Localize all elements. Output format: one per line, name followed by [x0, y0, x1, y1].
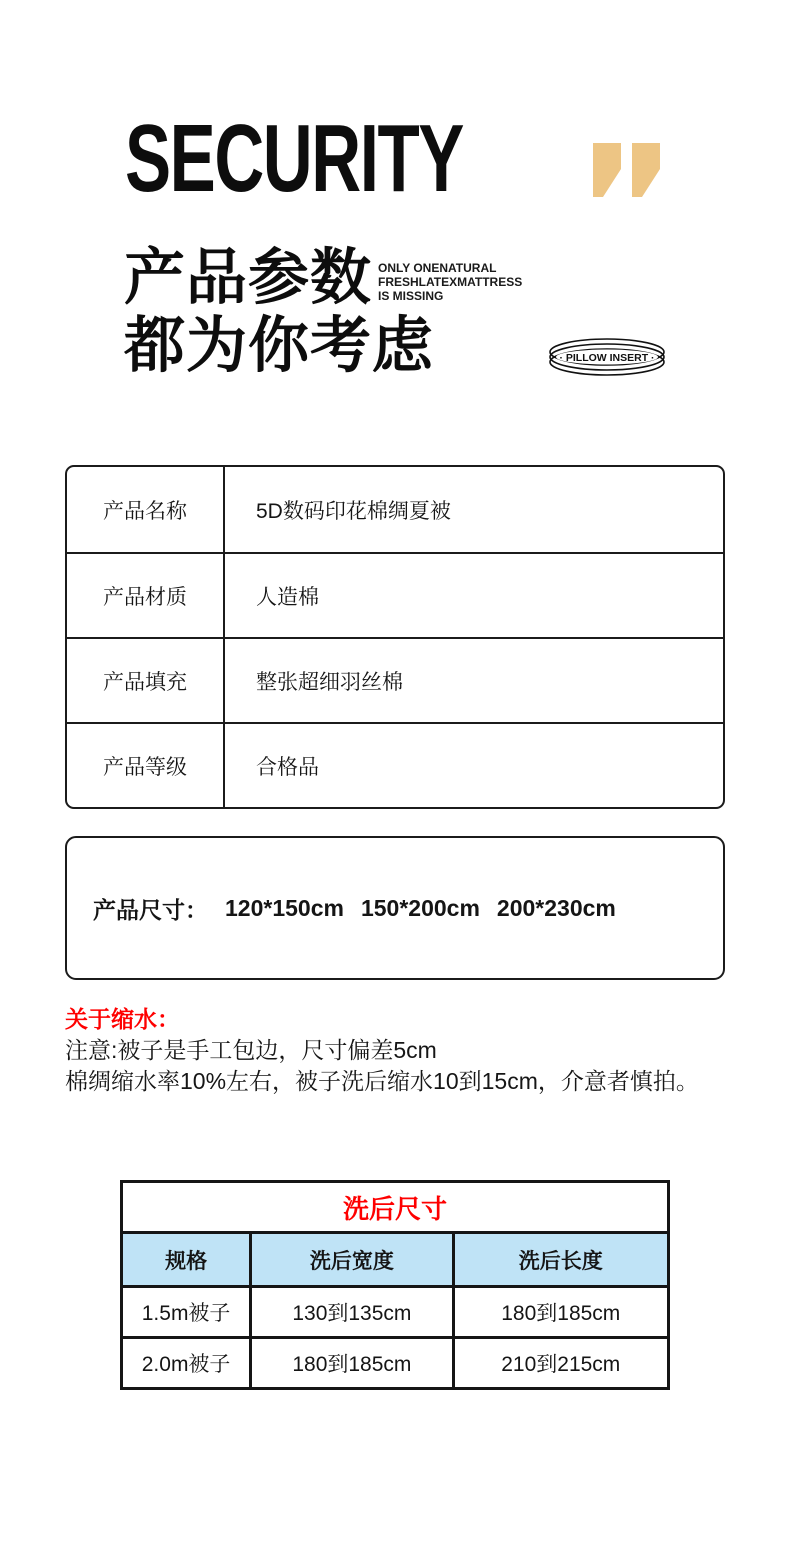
spec-row — [67, 637, 723, 722]
wash-table-title: 洗后尺寸 — [123, 1183, 667, 1234]
size-box — [65, 836, 725, 980]
page-title: SECURITY — [125, 105, 463, 212]
size-option: 120*150cm — [225, 894, 344, 921]
size-option: 200*230cm — [496, 894, 616, 921]
wash-cell: 2.0m被子 — [141, 1353, 231, 1376]
wash-header-cell: 规格 — [165, 1249, 208, 1273]
spec-row — [67, 722, 723, 807]
wash-cell: 130到135cm — [249, 1288, 451, 1336]
spec-row-label: 产品材质 — [67, 554, 225, 637]
wash-header-cell: 洗后宽度 — [249, 1234, 451, 1285]
wash-table-row — [123, 1285, 667, 1336]
size-option: 150*200cm — [360, 894, 480, 921]
badge-label: · PILLOW INSERT · — [559, 352, 655, 364]
spec-row-value: 5D数码印花棉绸夏被 — [256, 499, 451, 523]
wash-header-cell: 洗后长度 — [452, 1234, 667, 1285]
pillow-insert-badge — [547, 334, 667, 384]
shrink-note-line: 棉绸缩水率10%左右，被子洗后缩水10到15cm，介意者慎拍。 — [65, 1068, 699, 1094]
shrink-note-title: 关于缩水： — [65, 1006, 180, 1032]
quote-icon — [593, 143, 663, 201]
spec-row — [67, 467, 723, 552]
wash-table-row — [123, 1336, 667, 1387]
side-note-line: ONLY ONENATURAL — [378, 261, 497, 275]
wash-cell: 180到185cm — [452, 1288, 667, 1336]
spec-row-label: 产品名称 — [67, 467, 225, 552]
spec-row-value: 整张超细羽丝棉 — [256, 670, 403, 694]
wash-header-row — [123, 1234, 667, 1285]
spec-table — [65, 465, 725, 809]
shrink-note — [65, 1003, 699, 1097]
spec-row-label: 产品等级 — [67, 724, 225, 807]
shrink-note-line: 注意:被子是手工包边，尺寸偏差5cm — [65, 1037, 437, 1063]
subtitle-line-2: 都为你考虑 — [124, 311, 435, 379]
spec-row-value: 人造棉 — [256, 585, 319, 609]
subtitle-line-1: 产品参数 — [124, 243, 373, 311]
side-note — [378, 261, 522, 303]
wash-cell: 180到185cm — [249, 1339, 451, 1387]
wash-cell: 1.5m被子 — [141, 1302, 231, 1325]
spec-row-value: 合格品 — [256, 755, 319, 779]
wash-cell: 210到215cm — [452, 1339, 667, 1387]
spec-row-label: 产品填充 — [67, 639, 225, 722]
wash-table — [120, 1180, 670, 1390]
spec-row — [67, 552, 723, 637]
side-note-line: IS MISSING — [378, 289, 444, 303]
size-box-label: 产品尺寸： — [93, 896, 208, 923]
side-note-line: FRESHLATEXMATTRESS — [378, 275, 523, 289]
